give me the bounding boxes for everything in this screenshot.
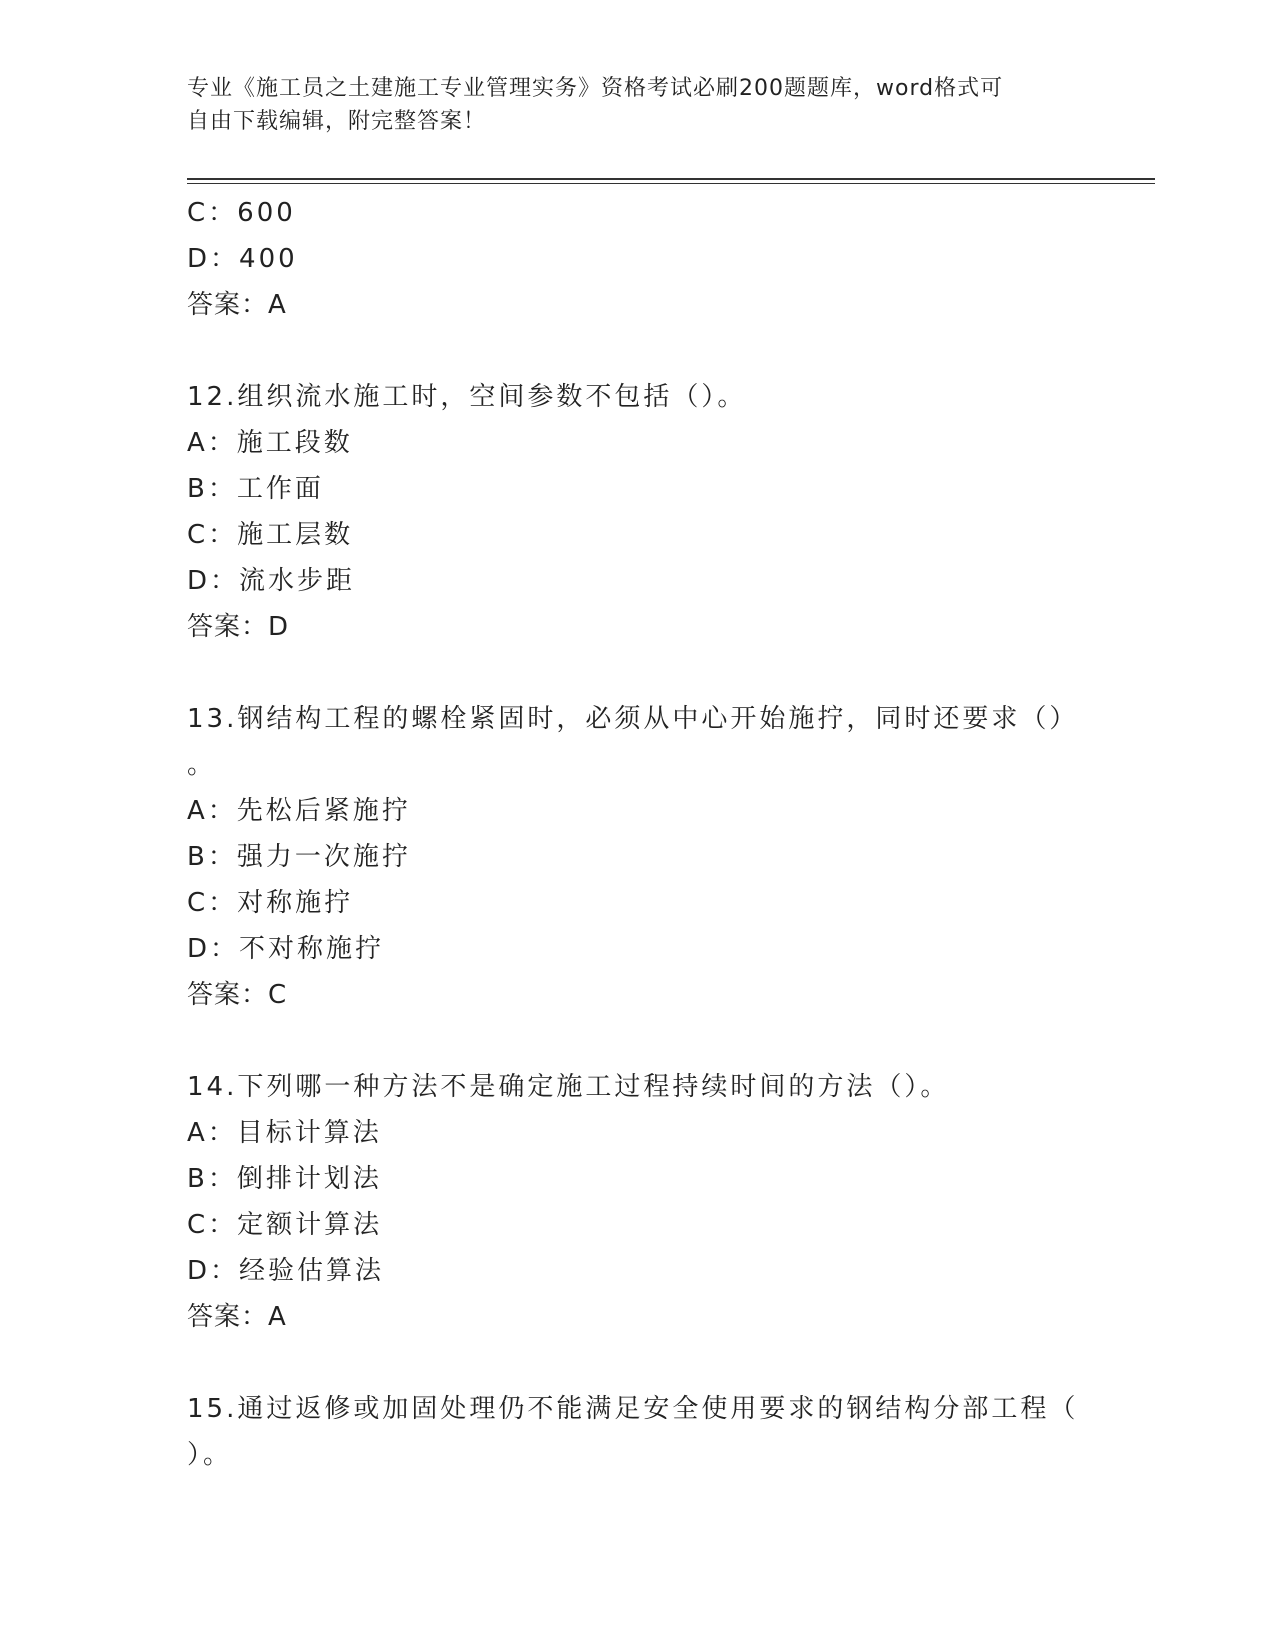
question-stem: 12.组织流水施工时，空间参数不包括（）。 — [187, 382, 747, 412]
spacer — [187, 328, 1087, 374]
spacer — [187, 650, 1087, 696]
option-b: B：工作面 — [187, 474, 324, 504]
question-stem-line-2: ）。 — [187, 1440, 233, 1470]
option-c: C：600 — [187, 198, 296, 228]
spacer — [187, 1018, 1087, 1064]
question-list — [187, 190, 1087, 1478]
question-stem-line-2: 。 — [187, 750, 217, 780]
spacer — [187, 1340, 1087, 1386]
question-15 — [187, 1386, 1087, 1478]
answer-line: 答案：A — [187, 290, 287, 320]
option-d: D：400 — [187, 244, 298, 274]
question-stem: 14.下列哪一种方法不是确定施工过程持续时间的方法（）。 — [187, 1072, 950, 1102]
option-c: C：对称施拧 — [187, 888, 354, 918]
answer-line: 答案：C — [187, 980, 288, 1010]
header-line-2: 自由下载编辑，附完整答案！ — [187, 109, 487, 134]
header-divider-thin — [187, 183, 1155, 184]
option-d: D：经验估算法 — [187, 1256, 385, 1286]
option-d: D：流水步距 — [187, 566, 356, 596]
option-d: D：不对称施拧 — [187, 934, 385, 964]
answer-line: 答案：A — [187, 1302, 287, 1332]
answer-line: 答案：D — [187, 612, 290, 642]
question-11 — [187, 190, 1087, 328]
question-14 — [187, 1064, 1087, 1340]
header-line-1: 专业《施工员之土建施工专业管理实务》资格考试必刷200题题库，word格式可 — [187, 76, 1004, 101]
option-a: A：施工段数 — [187, 428, 353, 458]
question-stem-line-1: 15.通过返修或加固处理仍不能满足安全使用要求的钢结构分部工程（ — [187, 1394, 1079, 1424]
question-stem-line-1: 13.钢结构工程的螺栓紧固时，必须从中心开始施拧，同时还要求（） — [187, 704, 1079, 734]
option-a: A：先松后紧施拧 — [187, 796, 411, 826]
option-b: B：强力一次施拧 — [187, 842, 411, 872]
option-a: A：目标计算法 — [187, 1118, 382, 1148]
option-c: C：定额计算法 — [187, 1210, 383, 1240]
option-b: B：倒排计划法 — [187, 1164, 382, 1194]
question-12 — [187, 374, 1087, 650]
option-c: C：施工层数 — [187, 520, 354, 550]
page-header — [187, 72, 1067, 138]
header-divider-thick — [187, 178, 1155, 180]
question-13 — [187, 696, 1087, 1018]
